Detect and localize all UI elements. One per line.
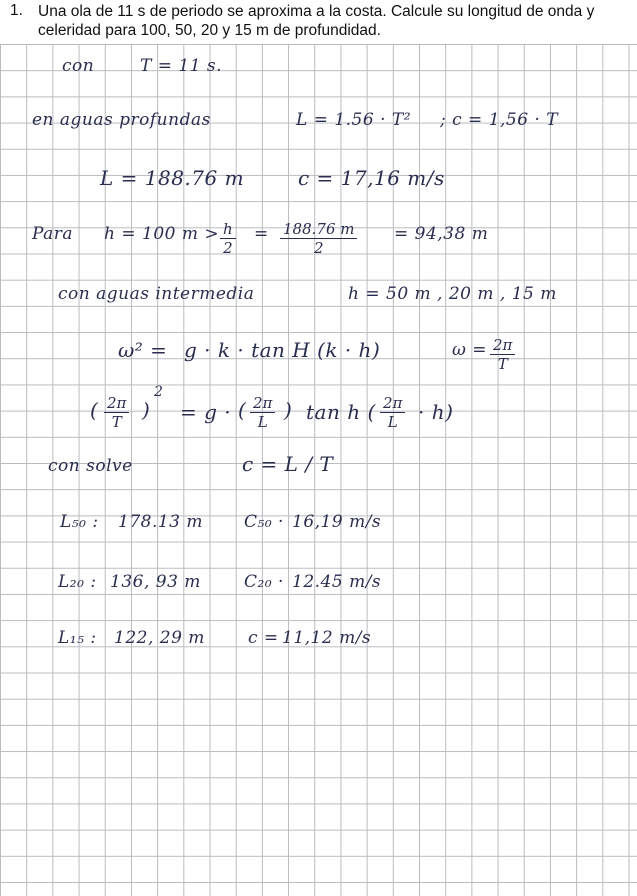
eq2-tan: tan h ( (306, 400, 376, 424)
eq2-mid: = g · (180, 400, 232, 424)
question-text: Una ola de 11 s de periodo se aproxima a la costa. Calcule su longitud de onda y celeridad para 100, 50, 20 y 15 m de profundidad. (38, 3, 595, 39)
question-header (0, 0, 637, 44)
deep-wavelength-value: L = 188.76 m (100, 166, 245, 190)
intermediate-depths: h = 50 m , 20 m , 15 m (348, 284, 557, 304)
result-c50-label: C₅₀ · (244, 512, 284, 532)
open-paren: ( (90, 398, 99, 422)
close-paren: ) (142, 398, 151, 422)
result-c15-label: c = (248, 628, 279, 648)
result-l20-label: L₂₀ : (58, 572, 97, 592)
dispersion-rhs: g · k · tan H (k · h) (184, 338, 381, 362)
eq2-lhs-fraction: $\frac{2\pi}{T}$ (104, 394, 129, 431)
celerity-formula: c = L / T (242, 452, 334, 476)
result-c15-value: 11,12 m/s (282, 628, 372, 648)
deep-celerity-value: c = 17,16 m/s (298, 166, 445, 190)
result-l15-label: L₁₅ : (58, 628, 97, 648)
para-depth: h = 100 m > (104, 224, 220, 244)
period-value: T = 11 s. (140, 56, 223, 76)
result-c20-label: C₂₀ · (244, 572, 284, 592)
result-c50-value: 16,19 m/s (292, 512, 382, 532)
result-c20-value: 12.45 m/s (292, 572, 382, 592)
eq2-end: · h) (418, 400, 454, 424)
k-close-paren: ) (284, 398, 293, 422)
para-equals: = (254, 224, 269, 244)
para-result: = 94,38 m (394, 224, 489, 244)
deep-water-label: en aguas profundas (32, 110, 211, 130)
question-number: 1. (10, 2, 23, 19)
eq2-k-fraction: $\frac{2\pi}{L}$ (250, 394, 275, 431)
result-l50-label: L₅₀ : (60, 512, 99, 532)
half-depth-fraction: $\frac{h}{2}$ (220, 220, 236, 257)
deep-wavelength-formula: L = 1.56 · T² (296, 110, 412, 130)
result-l50-value: 178.13 m (118, 512, 204, 532)
eq2-arg-fraction: $\frac{2\pi}{L}$ (380, 394, 405, 431)
con-label: con (62, 56, 95, 76)
dispersion-lhs: ω² = (118, 338, 168, 362)
intermediate-water-label: con aguas intermedia (58, 284, 255, 304)
half-wavelength-fraction: $\frac{188.76 m}{2}$ (280, 220, 357, 257)
solve-label: con solve (48, 456, 133, 476)
omega-fraction: $\frac{2\pi}{T}$ (490, 336, 515, 373)
result-l15-value: 122, 29 m (114, 628, 205, 648)
deep-celerity-formula: ; c = 1,56 · T (440, 110, 559, 130)
omega-label: ω = (452, 340, 488, 360)
eq2-power: 2 (154, 384, 164, 400)
para-label: Para (32, 224, 74, 244)
result-l20-value: 136, 93 m (110, 572, 201, 592)
k-open-paren: ( (238, 398, 247, 422)
